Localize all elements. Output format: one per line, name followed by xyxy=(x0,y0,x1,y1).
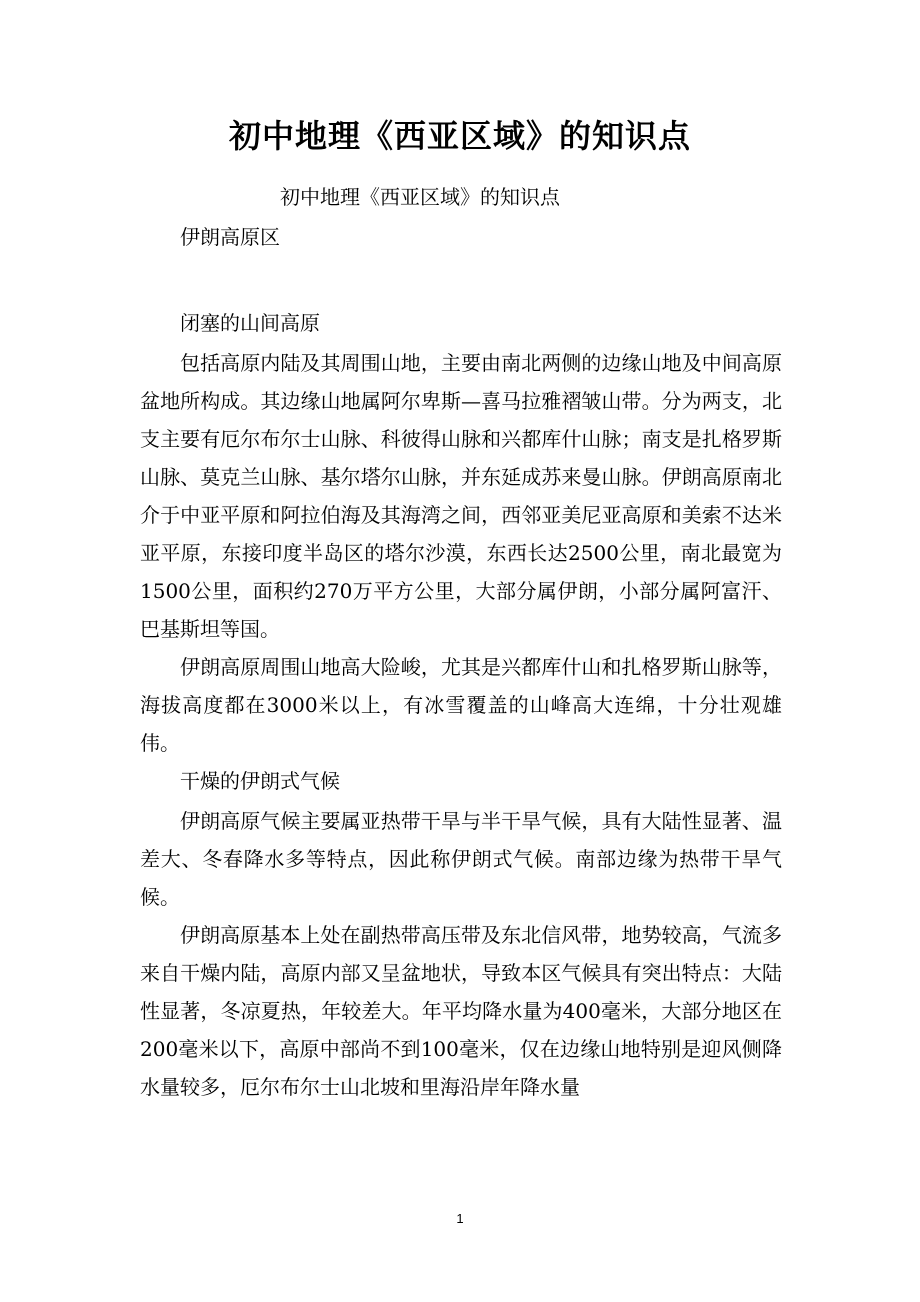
section-heading: 伊朗高原区 xyxy=(180,225,280,249)
document-title: 初中地理《西亚区域》的知识点 xyxy=(228,117,691,155)
page-number: 1 xyxy=(456,1211,464,1226)
subheading-iranian-climate: 干燥的伊朗式气候 xyxy=(180,769,340,793)
paragraph-climate-type: 伊朗高原气候主要属亚热带干旱与半干旱气候，具有大陆性显著、温差大、冬春降水多等特点，因此称伊朗式气候。南部边缘为热带干旱气候。 xyxy=(140,809,782,909)
document-body xyxy=(140,178,782,1106)
subheading-mountain-plateau: 闭塞的山间高原 xyxy=(180,311,320,335)
document-subtitle: 初中地理《西亚区域》的知识点 xyxy=(280,185,560,209)
paragraph-plateau-extent: 包括高原内陆及其周围山地，主要由南北两侧的边缘山地及中间高原盆地所构成。其边缘山地属阿尔卑斯—喜马拉雅褶皱山带。分为两支，北支主要有厄尔布尔士山脉、科彼得山脉和兴都库什山脉；南支是扎格罗斯山脉、莫克兰山脉、基尔塔尔山脉，并东延成苏来曼山脉。伊朗高原南北介于中亚平原和阿拉伯海及其海湾之间，西邻亚美尼亚高原和美索不达米亚平原，东接印度半岛区的塔尔沙漠，东西长达2500公里，南北最宽为1500公里，面积约270万平方公里，大部分属伊朗，小部分属阿富汗、巴基斯坦等国。 xyxy=(140,351,782,641)
blank-line xyxy=(140,258,782,304)
paragraph-surrounding-mountains: 伊朗高原周围山地高大险峻，尤其是兴都库什山和扎格罗斯山脉等，海拔高度都在3000米以上，有冰雪覆盖的山峰高大连绵，十分壮观雄伟。 xyxy=(140,655,782,755)
paragraph-climate-causes: 伊朗高原基本上处在副热带高压带及东北信风带，地势较高，气流多来自干燥内陆，高原内部又呈盆地状，导致本区气候具有突出特点：大陆性显著，冬凉夏热，年较差大。年平均降水量为400毫米，大部分地区在200毫米以下，高原中部尚不到100毫米，仅在边缘山地特别是迎风侧降水量较多，厄尔布尔士山北坡和里海沿岸年降水量 xyxy=(140,923,782,1099)
